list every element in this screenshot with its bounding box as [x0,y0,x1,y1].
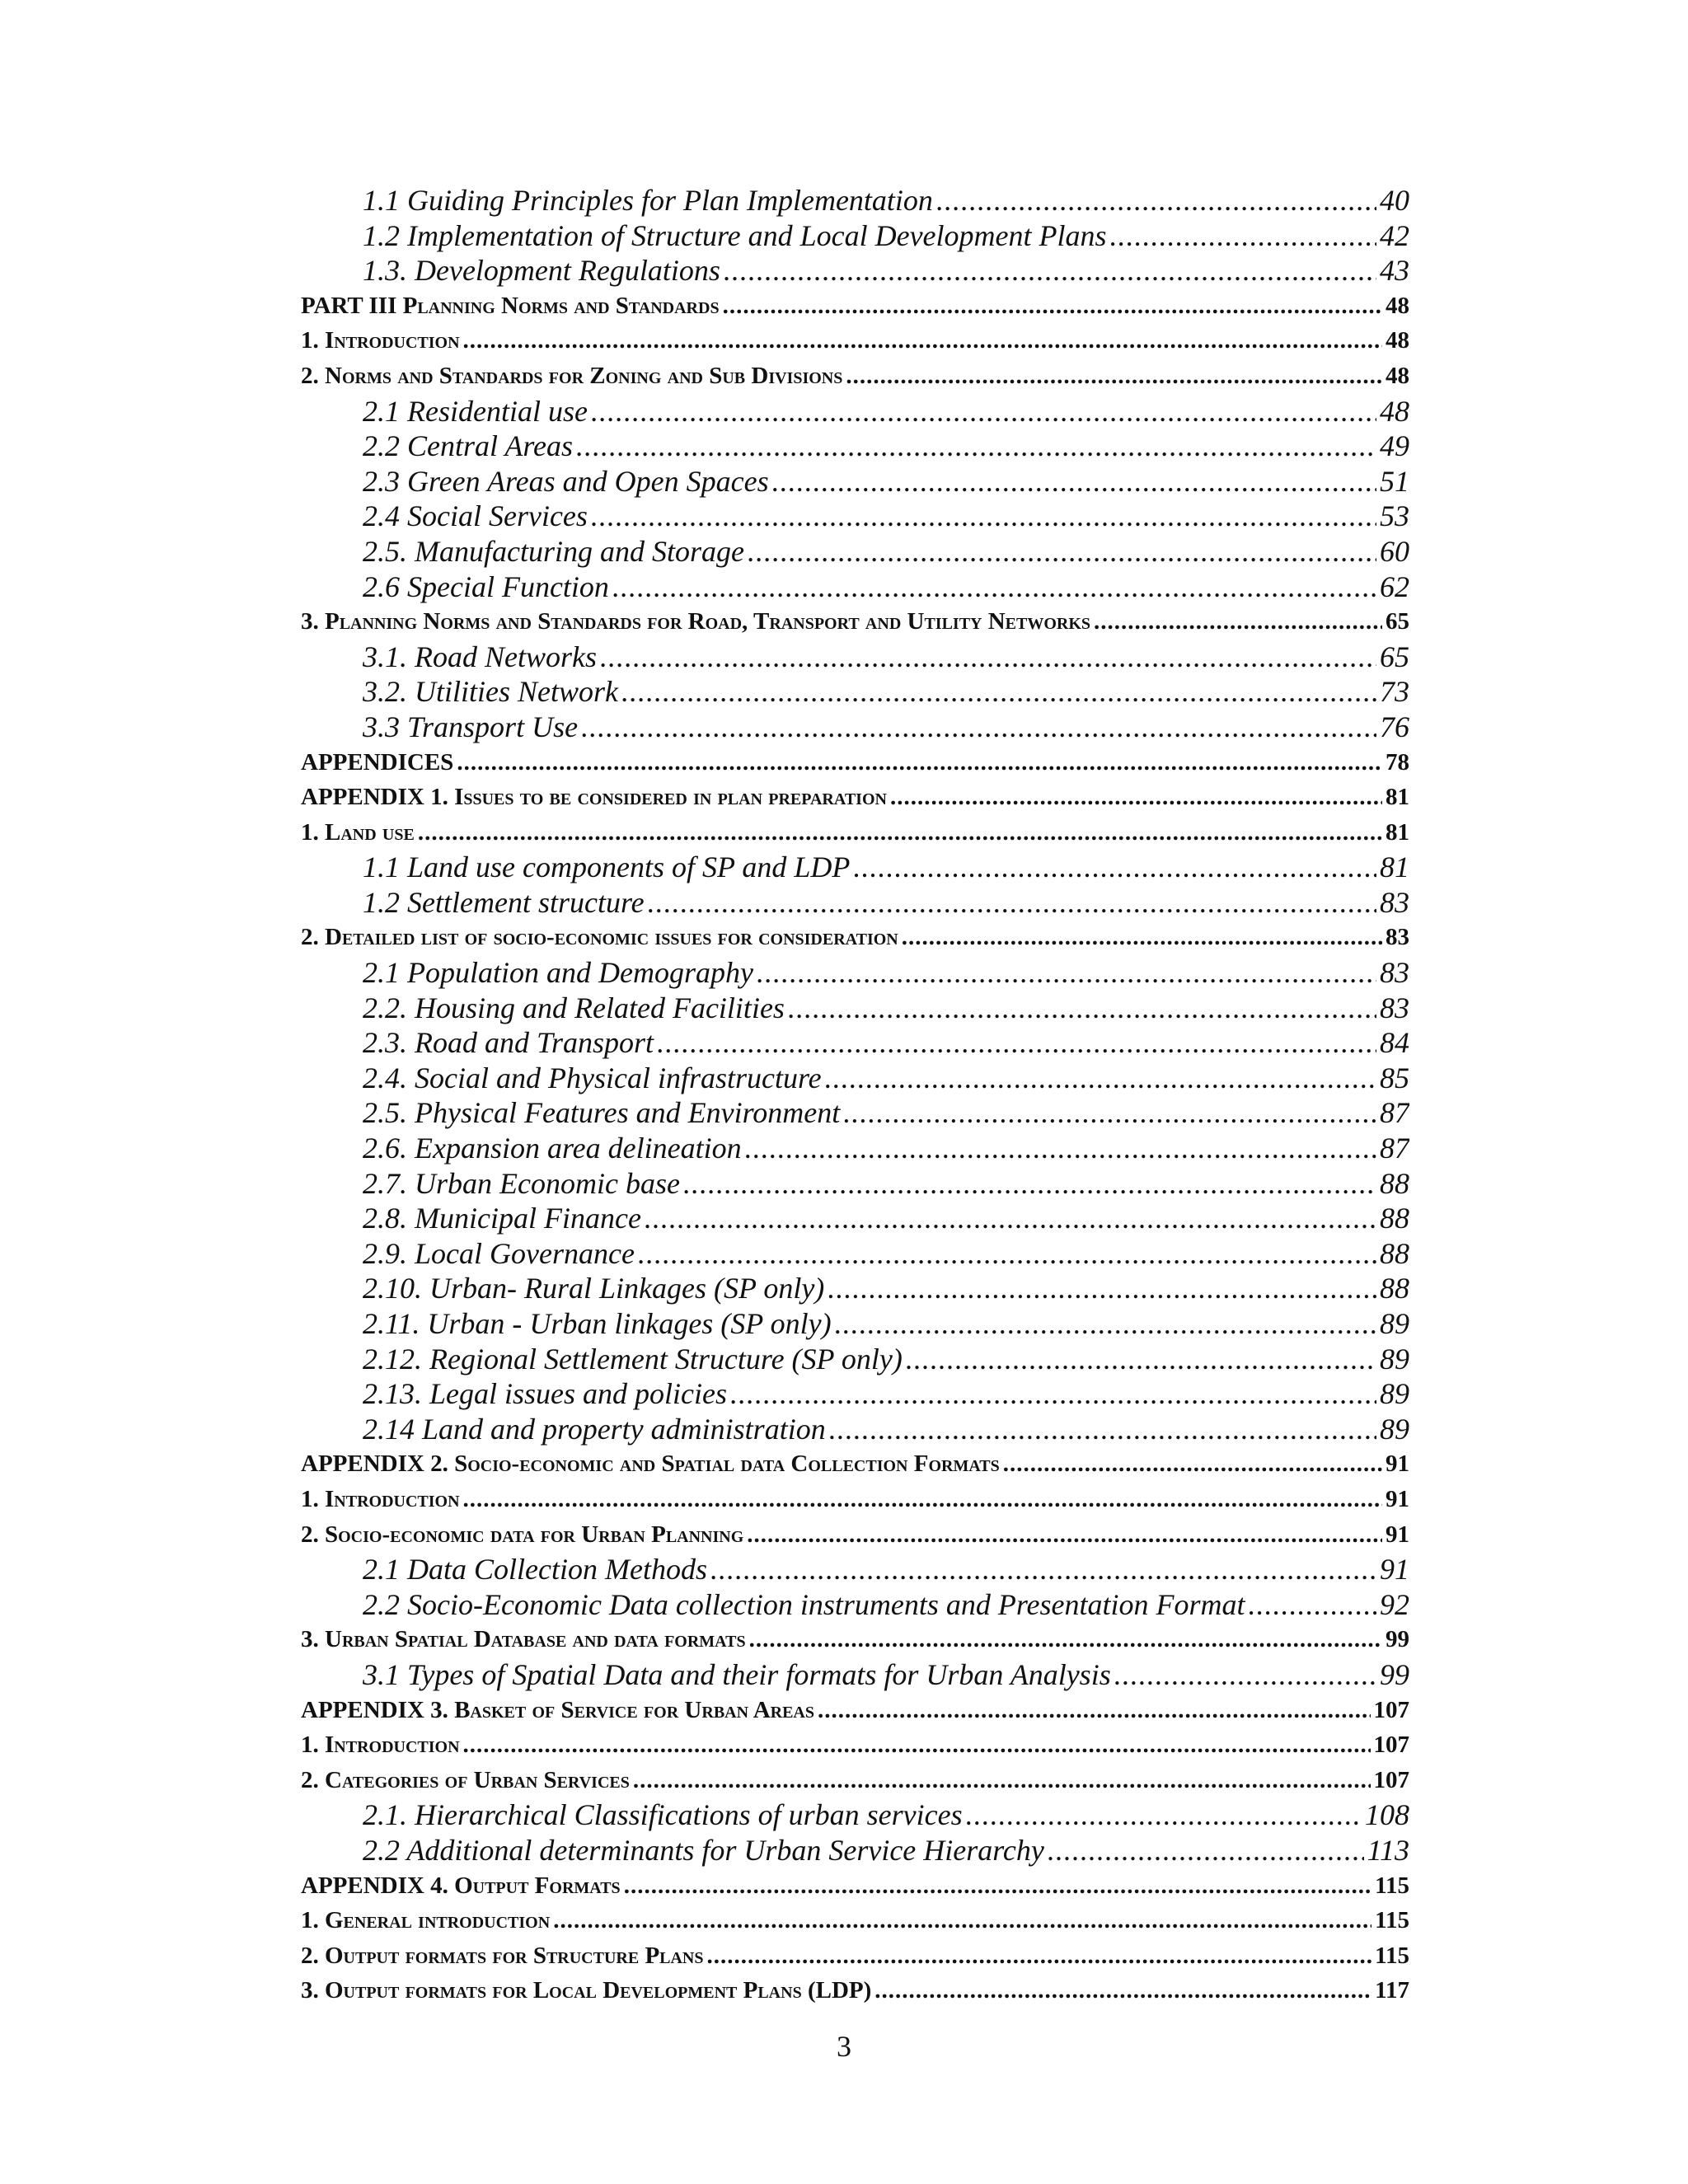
toc-page-number: 43 [1380,254,1409,288]
dot-leader [463,1727,1371,1763]
toc-subentry[interactable] [301,1061,1409,1096]
toc-heading-entry[interactable] [301,1693,1409,1728]
toc-entry-title: 2.2 Central Areas [363,429,574,463]
toc-entry-title: 2.6 Special Function [363,569,609,603]
toc-subentry[interactable] [301,710,1409,745]
toc-subentry[interactable] [301,534,1409,569]
dot-leader [747,1517,1382,1553]
toc-page-number: 83 [1380,885,1409,919]
dot-leader [825,1061,1376,1096]
dot-leader [788,991,1376,1026]
toc-heading-entry[interactable] [301,1482,1409,1517]
toc-heading-entry[interactable] [301,780,1409,815]
toc-entry-title: APPENDIX 3. Basket of Service for Urban Areas [301,1696,814,1723]
toc-page-number: 73 [1380,675,1409,709]
toc-heading-entry[interactable] [301,1868,1409,1904]
toc-page-number: 117 [1375,1977,1409,2004]
toc-page-number: 89 [1380,1412,1409,1446]
toc-entry-title: 2.2 Additional determinants for Urban Service Hierarchy [363,1833,1044,1867]
toc-heading-entry[interactable] [301,604,1409,640]
dot-leader [1094,604,1382,640]
toc-entry-title: 2.1. Hierarchical Classifications of urban services [363,1798,963,1832]
dot-leader [463,323,1382,359]
toc-page-number: 113 [1367,1833,1409,1867]
toc-entry-title: APPENDICES [301,748,454,776]
toc-entry-title: 2.1 Data Collection Methods [363,1553,707,1586]
toc-subentry[interactable] [301,183,1409,218]
toc-entry-title: 2.2. Housing and Related Facilities [363,991,785,1024]
toc-page-number: 76 [1380,710,1409,743]
dot-leader [890,780,1382,815]
toc-entry-title: 2. Output formats for Structure Plans [301,1942,704,1969]
toc-page-number: 53 [1380,499,1409,533]
toc-subentry[interactable] [301,253,1409,288]
toc-entry-title: 2.6. Expansion area delineation [363,1132,742,1165]
toc-page-number: 49 [1380,429,1409,463]
toc-entry-title: 1.1 Land use components of SP and LDP [363,851,851,884]
dot-leader [707,1938,1372,1974]
dot-leader [612,569,1376,605]
toc-subentry[interactable] [301,640,1409,675]
toc-page-number: 81 [1386,784,1409,811]
toc-page-number: 88 [1380,1236,1409,1270]
toc-entry-title: 2.12. Regional Settlement Structure (SP only) [363,1342,903,1376]
dot-leader [829,1412,1376,1447]
toc-entry-title: APPENDIX 1. Issues to be considered in plan preparation [301,784,887,811]
toc-subentry[interactable] [301,1201,1409,1236]
toc-page-number: 48 [1386,292,1409,319]
toc-heading-entry[interactable] [301,1727,1409,1763]
toc-entry-title: PART III Planning Norms and Standards [301,292,720,319]
dot-leader [621,674,1376,710]
dot-leader [724,253,1376,288]
dot-leader [645,1201,1376,1236]
toc-subentry[interactable] [301,1376,1409,1412]
toc-heading-entry[interactable] [301,1763,1409,1798]
toc-heading-entry[interactable] [301,1446,1409,1482]
toc-heading-entry[interactable] [301,1517,1409,1553]
toc-entry-title: 2.8. Municipal Finance [363,1202,641,1235]
toc-heading-entry[interactable] [301,1973,1409,2008]
toc-page-number: 107 [1373,1696,1409,1723]
toc-page-number: 91 [1386,1521,1409,1548]
toc-entry-title: 2.10. Urban- Rural Linkages (SP only) [363,1272,825,1305]
toc-page-number: 81 [1380,851,1409,884]
toc-entry-title: 3. Urban Spatial Database and data formats [301,1626,746,1653]
toc-entry-title: 3.3 Transport Use [363,710,579,743]
dot-leader [1048,1833,1364,1868]
toc-heading-entry[interactable] [301,1622,1409,1657]
toc-page-number: 115 [1375,1942,1409,1969]
toc-page-number: 91 [1380,1553,1409,1586]
dot-leader [576,429,1376,464]
toc-heading-entry[interactable] [301,745,1409,780]
toc-entry-title: 2.9. Local Governance [363,1236,635,1270]
dot-leader [818,1693,1371,1728]
toc-entry-title: 2. Detailed list of socio-economic issues for consideration [301,924,898,951]
toc-entry-title: 2. Categories of Urban Services [301,1766,630,1793]
toc-subentry[interactable] [301,850,1409,885]
toc-subentry[interactable] [301,1131,1409,1166]
dot-leader [730,1376,1376,1412]
toc-page-number: 108 [1365,1798,1409,1832]
toc-entry-title: 1.2 Implementation of Structure and Local Development Plans [363,218,1107,252]
toc-entry-title: 1. Introduction [301,1485,460,1512]
toc-page-number: 65 [1380,640,1409,673]
dot-leader [835,1306,1376,1342]
toc-entry-title: 1.1 Guiding Principles for Plan Implementation [363,184,933,217]
toc-page-number: 83 [1386,924,1409,951]
toc-subentry[interactable] [301,218,1409,254]
toc-page-number: 83 [1380,956,1409,990]
dot-leader [553,1903,1372,1938]
toc-page-number: 91 [1386,1451,1409,1478]
toc-entry-title: 2. Norms and Standards for Zoning and Sub Divisions [301,362,843,389]
toc-subentry[interactable] [301,885,1409,921]
toc-entry-title: 3.2. Utilities Network [363,675,618,709]
toc-page-number: 40 [1380,184,1409,217]
toc-entry-title: 3.1 Types of Spatial Data and their formats for Urban Analysis [363,1657,1111,1691]
toc-page-number: 83 [1380,991,1409,1024]
toc-page-number: 88 [1380,1166,1409,1200]
toc-entry-title: 3. Output formats for Local Development Plans (LDP) [301,1977,872,2004]
dot-leader [772,464,1376,499]
toc-page-number: 115 [1375,1872,1409,1899]
toc-subentry[interactable] [301,1833,1409,1868]
toc-entry-title: 2.14 Land and property administration [363,1412,826,1446]
toc-heading-entry[interactable] [301,359,1409,394]
toc-page-number: 84 [1380,1026,1409,1060]
toc-page-number: 85 [1380,1061,1409,1094]
toc-subentry[interactable] [301,1236,1409,1272]
toc-entry-title: 2.3 Green Areas and Open Spaces [363,464,769,498]
toc-subentry[interactable] [301,991,1409,1026]
toc-subentry[interactable] [301,569,1409,605]
toc-heading-entry[interactable] [301,1938,1409,1974]
toc-entry-title: 2.1 Residential use [363,394,588,428]
dot-leader [1110,218,1376,254]
dot-leader [591,394,1376,429]
toc-entry-title: 2.13. Legal issues and policies [363,1377,727,1411]
toc-entry-title: 2.3. Road and Transport [363,1026,654,1060]
toc-subentry[interactable] [301,1166,1409,1202]
toc-entry-title: 2.2 Socio-Economic Data collection instruments and Presentation Format [363,1587,1245,1621]
toc-entry-title: 2.7. Urban Economic base [363,1166,680,1200]
toc-heading-entry[interactable] [301,288,1409,324]
toc-heading-entry[interactable] [301,920,1409,955]
dot-leader [591,499,1376,534]
toc-subentry[interactable] [301,429,1409,464]
toc-page-number: 88 [1380,1202,1409,1235]
dot-leader [748,534,1376,569]
toc-entry-title: 1.2 Settlement structure [363,885,645,919]
dot-leader [1114,1657,1376,1693]
toc-subentry[interactable] [301,1306,1409,1342]
toc-heading-entry[interactable] [301,815,1409,851]
dot-leader [966,1797,1362,1833]
toc-entry-title: 3.1. Road Networks [363,640,597,673]
toc-page-number: 65 [1386,608,1409,635]
toc-subentry[interactable] [301,1342,1409,1377]
dot-leader [418,815,1382,851]
dot-leader [633,1763,1371,1798]
toc-entry-title: 2.4 Social Services [363,499,588,533]
dot-leader [902,920,1382,955]
dot-leader [710,1552,1376,1587]
toc-subentry[interactable] [301,499,1409,534]
toc-entry-title: 3. Planning Norms and Standards for Road, Transport and Utility Networks [301,608,1091,635]
toc-subentry[interactable] [301,1271,1409,1306]
toc-entry-title: 1. Introduction [301,327,460,354]
toc-page-number: 51 [1380,464,1409,498]
dot-leader [1003,1446,1382,1482]
toc-subentry[interactable] [301,1657,1409,1693]
toc-subentry[interactable] [301,1552,1409,1587]
toc-page-number: 87 [1380,1132,1409,1165]
toc-subentry[interactable] [301,955,1409,991]
dot-leader [723,288,1382,324]
toc-page-number: 89 [1380,1307,1409,1340]
toc-subentry[interactable] [301,394,1409,429]
toc-entry-title: 1.3. Development Regulations [363,254,720,288]
toc-subentry[interactable] [301,674,1409,710]
toc-page-number: 115 [1375,1907,1409,1934]
toc-page-number: 81 [1386,818,1409,846]
dot-leader [683,1166,1376,1202]
toc-page-number: 87 [1380,1096,1409,1130]
dot-leader [624,1868,1372,1904]
dot-leader [457,745,1382,780]
toc-subentry[interactable] [301,1412,1409,1447]
toc-subentry[interactable] [301,1797,1409,1833]
dot-leader [581,710,1376,745]
dot-leader [638,1236,1376,1272]
toc-page-number: 107 [1373,1766,1409,1793]
toc-page-number: 78 [1386,748,1409,776]
toc-page-number: 48 [1386,327,1409,354]
dot-leader [745,1131,1376,1166]
toc-entry-title: 2.4. Social and Physical infrastructure [363,1061,822,1094]
toc-entry-title: 1. Land use [301,818,415,846]
toc-entry-title: 2.5. Physical Features and Environment [363,1096,841,1130]
toc-entry-title: APPENDIX 4. Output Formats [301,1872,621,1899]
toc-page-number: 62 [1380,569,1409,603]
dot-leader [600,640,1376,675]
toc-entry-title: 2. Socio-economic data for Urban Planning [301,1521,744,1548]
toc-subentry[interactable] [301,464,1409,499]
dot-leader [846,359,1382,394]
toc-page-number: 89 [1380,1377,1409,1411]
dot-leader [853,850,1376,885]
toc-page-number: 60 [1380,534,1409,568]
dot-leader [936,183,1376,218]
toc-heading-entry[interactable] [301,1903,1409,1938]
toc-page-number: 107 [1373,1732,1409,1759]
dot-leader [648,885,1376,921]
toc-subentry[interactable] [301,1095,1409,1131]
toc-page-number: 88 [1380,1272,1409,1305]
toc-page-number: 42 [1380,218,1409,252]
dot-leader [749,1622,1382,1657]
toc-entry-title: 2.11. Urban - Urban linkages (SP only) [363,1307,832,1340]
toc-heading-entry[interactable] [301,323,1409,359]
dot-leader [657,1025,1376,1061]
dot-leader [906,1342,1376,1377]
toc-entry-title: APPENDIX 2. Socio-economic and Spatial data Collection Formats [301,1451,1000,1478]
dot-leader [1249,1587,1376,1623]
table-of-contents [301,183,1409,2008]
toc-subentry[interactable] [301,1025,1409,1061]
toc-page-number: 91 [1386,1485,1409,1512]
toc-entry-title: 1. Introduction [301,1732,460,1759]
toc-page-number: 99 [1386,1626,1409,1653]
dot-leader [874,1973,1372,2008]
dot-leader [828,1271,1376,1306]
toc-page-number: 48 [1380,394,1409,428]
dot-leader [843,1095,1376,1131]
toc-page-number: 92 [1380,1587,1409,1621]
toc-page-number: 48 [1386,362,1409,389]
toc-page-number: 99 [1380,1657,1409,1691]
toc-entry-title: 1. General introduction [301,1907,551,1934]
page-number: 3 [837,2030,851,2063]
toc-page-number: 89 [1380,1342,1409,1376]
toc-entry-title: 2.1 Population and Demography [363,956,753,990]
toc-subentry[interactable] [301,1587,1409,1623]
dot-leader [757,955,1376,991]
toc-entry-title: 2.5. Manufacturing and Storage [363,534,744,568]
dot-leader [463,1482,1382,1517]
